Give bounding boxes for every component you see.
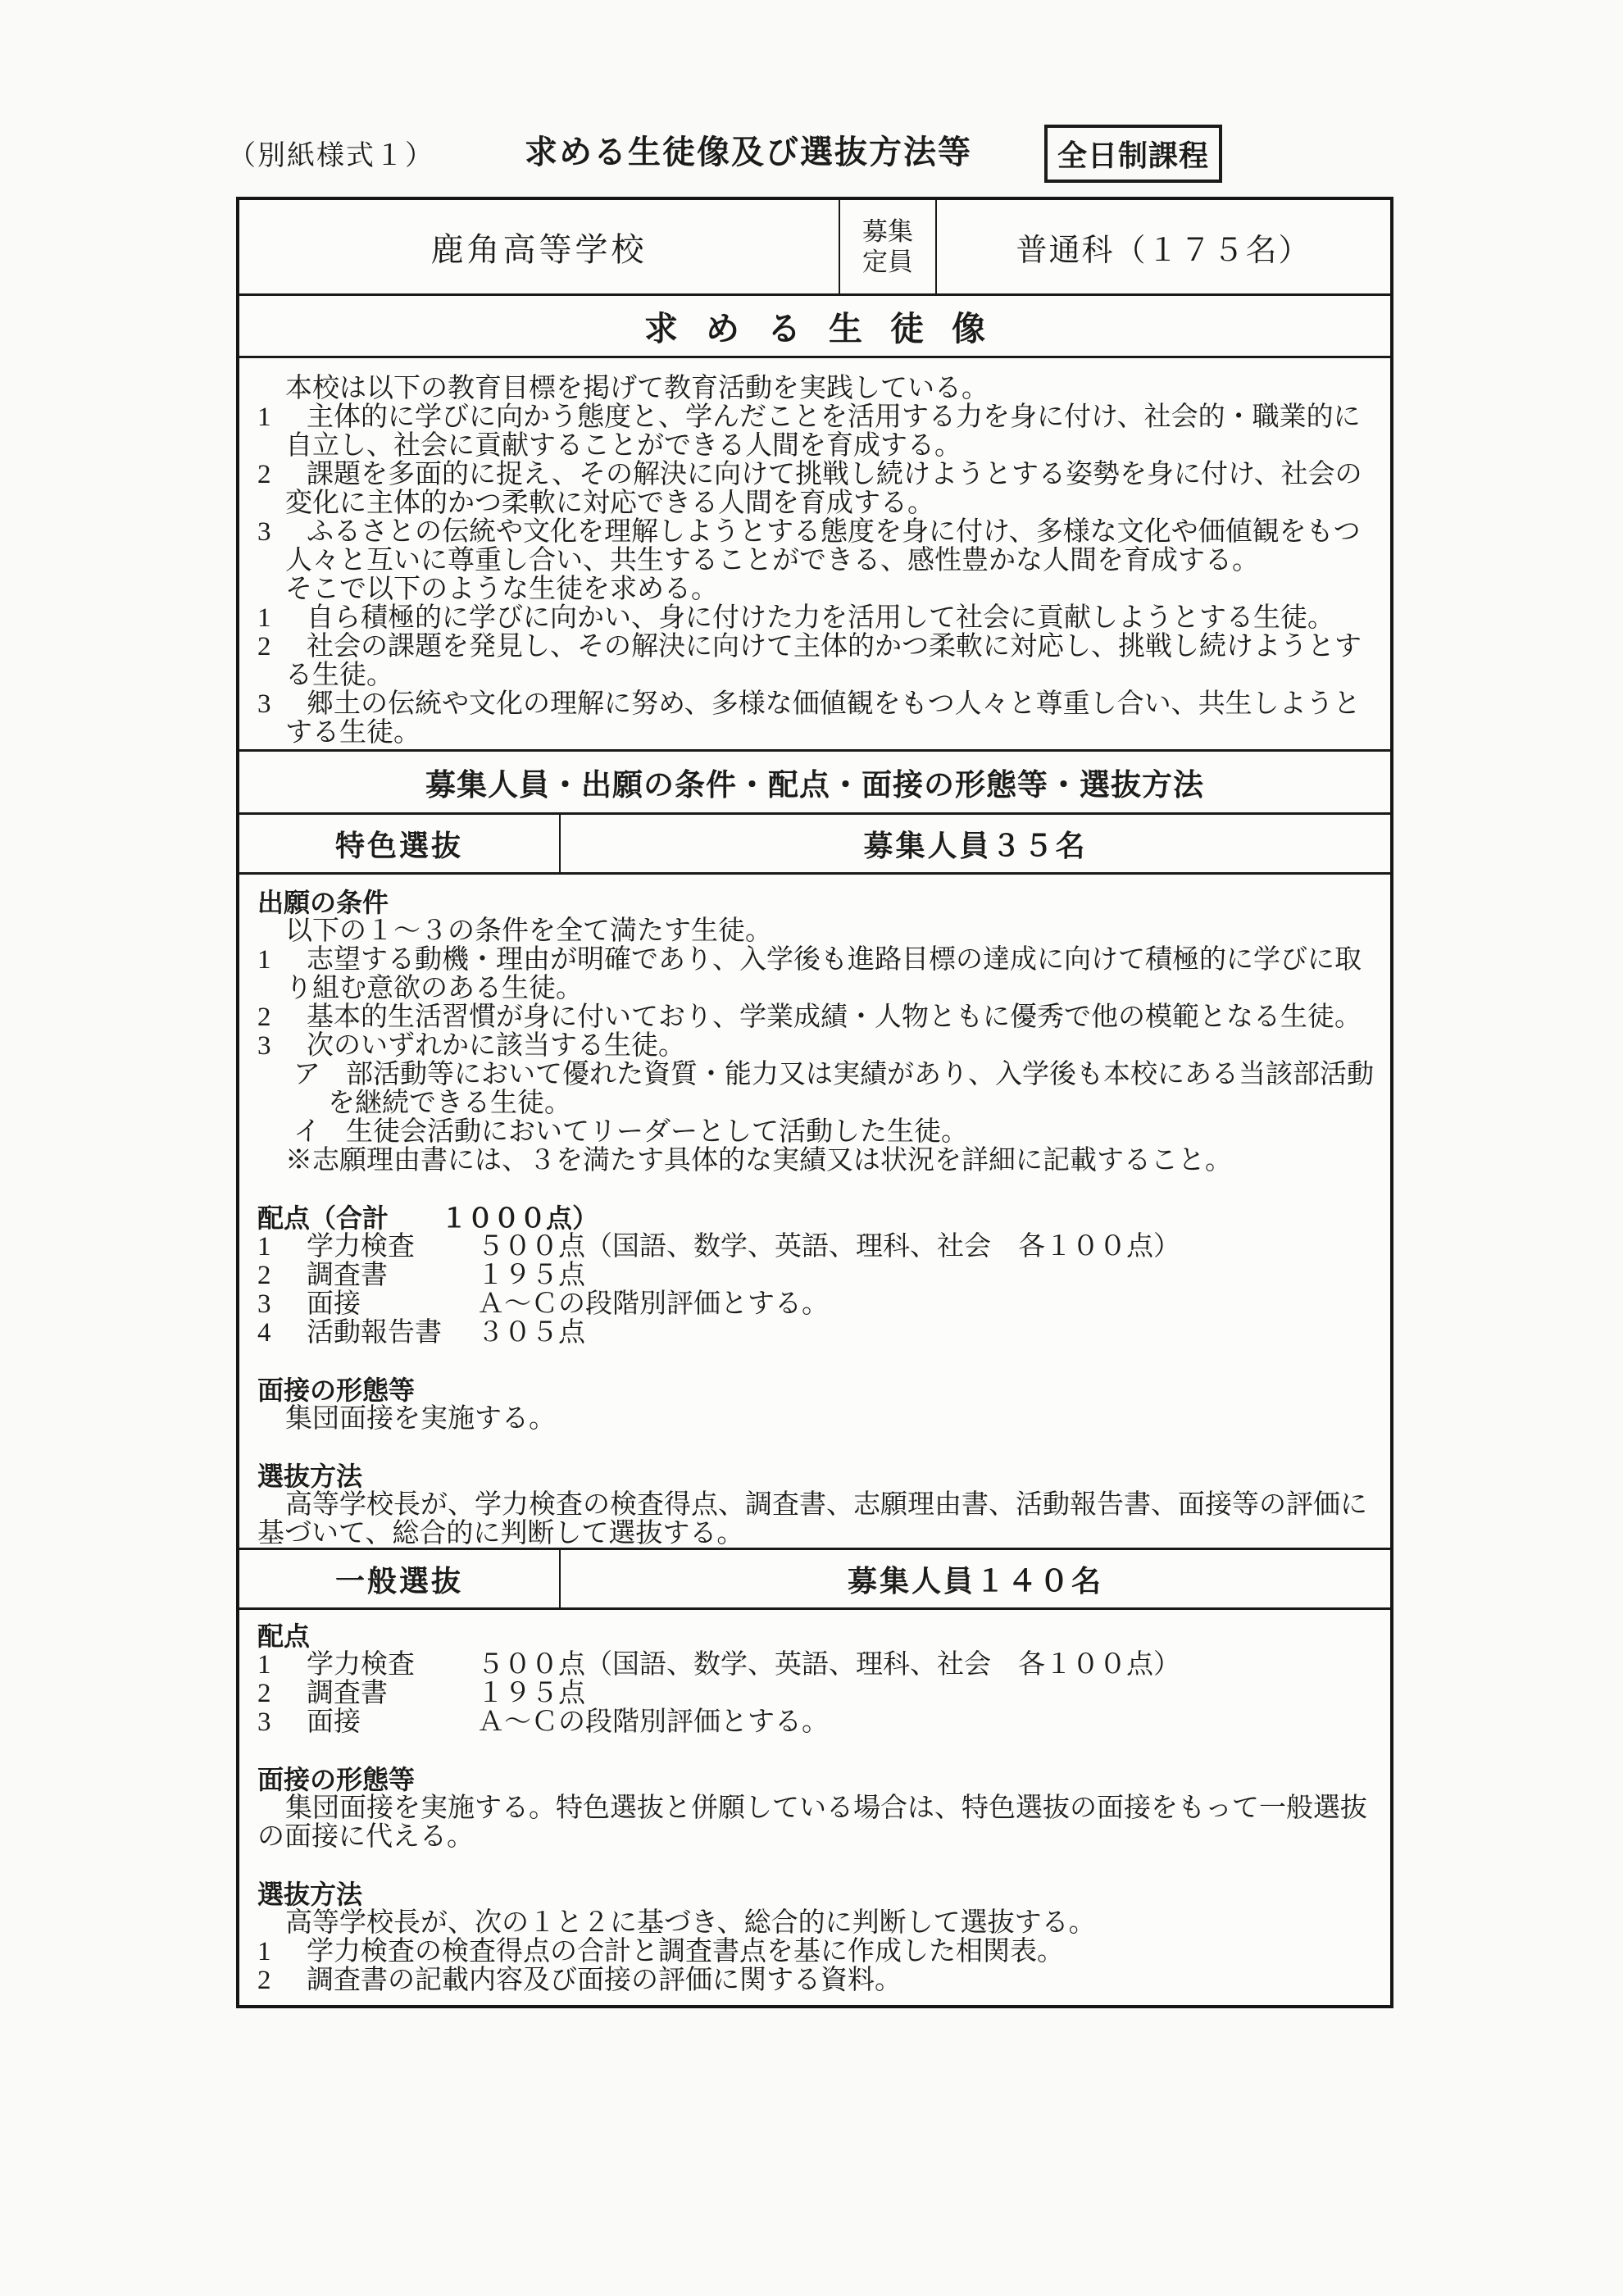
text-line	[257, 1147, 1375, 1175]
line-text: 基本的生活習慣が身に付いており、学業成績・人物ともに優秀で他の模範となる生徒。	[307, 1003, 1362, 1032]
text-line	[257, 1622, 1375, 1651]
line-label: 学力検査	[307, 1650, 415, 1680]
line-text: 自立し、社会に貢献することができる人間を育成する。	[285, 431, 962, 461]
text-line	[257, 975, 1375, 1003]
line-text: ３０５点	[477, 1318, 585, 1348]
text-line	[257, 1061, 1375, 1089]
text-line	[257, 461, 1375, 489]
text-line	[257, 1262, 1375, 1290]
text-line	[257, 1823, 1375, 1852]
text-line	[257, 1520, 1375, 1548]
line-number: 1	[257, 1937, 271, 1966]
line-number: 1	[257, 1232, 271, 1262]
line-number: 3	[257, 1031, 271, 1061]
text-line	[257, 1491, 1375, 1520]
line-text: 面接の形態等	[257, 1375, 416, 1405]
ideal-student-heading: 求める生徒像	[644, 310, 1013, 348]
page-title: 求める生徒像及び選抜方法等	[525, 134, 972, 170]
line-text: 高等学校長が、次の１と２に基づき、総合的に判断して選抜する。	[285, 1908, 1096, 1938]
line-number: 1	[257, 1650, 271, 1680]
line-number: イ	[293, 1117, 321, 1147]
line-text: ふるさとの伝統や文化を理解しようとする態度を身に付け、多様な文化や価値観をもつ	[307, 517, 1361, 547]
line-number: 3	[257, 1707, 271, 1737]
line-number: 1	[257, 945, 271, 975]
capacity-label-line1: 募集	[862, 217, 913, 246]
tokushoku-label-cell: 特色選抜	[239, 815, 561, 872]
line-text: 郷土の伝統や文化の理解に努め、多様な価値観をもつ人々と尊重し合い、共生しようと	[307, 689, 1361, 719]
text-line	[257, 889, 1375, 917]
selection-section-heading: 募集人員・出願の条件・配点・面接の形態等・選抜方法	[425, 768, 1204, 802]
line-label: 学力検査	[307, 1232, 415, 1262]
text-line	[257, 1032, 1375, 1061]
line-text: 調査書の記載内容及び面接の評価に関する資料。	[307, 1966, 902, 1995]
text-line	[257, 1909, 1375, 1938]
line-number: 1	[257, 402, 271, 432]
text-line	[257, 719, 1375, 748]
line-text: ５００点（国語、数学、英語、理科、社会 各１００点）	[477, 1650, 1180, 1680]
text-line	[257, 662, 1375, 690]
text-line	[257, 489, 1375, 518]
line-text: を継続できる生徒。	[328, 1089, 571, 1118]
line-text: 本校は以下の教育目標を掲げて教育活動を実践している。	[285, 374, 989, 403]
text-line	[257, 375, 1375, 403]
text-line	[257, 1118, 1375, 1147]
text-line	[257, 1290, 1375, 1319]
line-text: 配点（合計 １０００点）	[257, 1203, 599, 1233]
line-text: 配点	[257, 1621, 311, 1651]
ideal-student-heading-row	[239, 296, 1390, 358]
capacity-label-line2: 定員	[862, 248, 913, 276]
text-line	[257, 1852, 1375, 1880]
line-text: 基づいて、総合的に判断して選抜する。	[257, 1519, 744, 1548]
text-line	[257, 432, 1375, 461]
text-line	[257, 1376, 1375, 1405]
line-text: する生徒。	[285, 718, 421, 748]
line-text: の面接に代える。	[257, 1822, 474, 1852]
line-text: 生徒会活動においてリーダーとして活動した生徒。	[346, 1117, 968, 1147]
text-line	[257, 946, 1375, 975]
line-text: る生徒。	[285, 661, 393, 690]
text-line	[257, 1794, 1375, 1823]
text-line	[257, 1405, 1375, 1434]
department-capacity-cell: 普通科（１７５名）	[1016, 233, 1312, 268]
course-type-badge: 全日制課程	[1044, 125, 1222, 183]
line-text: Ａ～Ｃの段階別評価とする。	[477, 1289, 829, 1319]
line-number: 4	[257, 1318, 271, 1348]
line-text: 集団面接を実施する。特色選抜と併願している場合は、特色選抜の面接をもって一般選抜	[285, 1794, 1367, 1823]
ippan-label-cell: 一般選抜	[239, 1550, 561, 1607]
form-number-label: （別紙様式１）	[228, 140, 434, 171]
ippan-content-block	[239, 1610, 1390, 2005]
line-number: 3	[257, 517, 271, 547]
text-line	[257, 1462, 1375, 1491]
tokushoku-capacity-cell: 募集人員３５名	[863, 828, 1088, 862]
line-number: 1	[257, 603, 271, 633]
text-line	[257, 1348, 1375, 1376]
school-header-row	[239, 200, 1390, 296]
line-text: ５００点（国語、数学、英語、理科、社会 各１００点）	[477, 1232, 1180, 1262]
line-text: 高等学校長が、学力検査の検査得点、調査書、志願理由書、活動報告書、面接等の評価に	[285, 1490, 1367, 1520]
line-number: 2	[257, 632, 271, 662]
line-text: 部活動等において優れた資質・能力又は実績があり、入学後も本校にある当該部活動	[346, 1060, 1374, 1089]
line-text: 志望する動機・理由が明確であり、入学後も進路目標の達成に向けて積極的に学びに取	[307, 945, 1362, 975]
text-line	[257, 1651, 1375, 1680]
text-line	[257, 1938, 1375, 1966]
line-text: 変化に主体的かつ柔軟に対応できる人間を育成する。	[285, 489, 934, 518]
line-text: １９５点	[477, 1679, 585, 1708]
line-text: 次のいずれかに該当する生徒。	[307, 1031, 685, 1061]
text-line	[257, 1680, 1375, 1708]
text-line	[257, 917, 1375, 946]
line-text: 面接の形態等	[257, 1765, 416, 1794]
text-line	[257, 547, 1375, 575]
line-text: 集団面接を実施する。	[285, 1404, 556, 1434]
line-text: 出願の条件	[257, 888, 389, 917]
line-number: 3	[257, 689, 271, 719]
text-line	[257, 575, 1375, 604]
line-number: ア	[293, 1060, 321, 1089]
line-label: 調査書	[307, 1261, 388, 1290]
line-number: 2	[257, 1966, 271, 1995]
line-text: 選抜方法	[257, 1880, 363, 1909]
line-number: 2	[257, 1261, 271, 1290]
line-label: 面接	[307, 1289, 361, 1319]
text-line	[257, 1204, 1375, 1233]
text-line	[257, 1737, 1375, 1766]
text-line	[257, 403, 1375, 432]
line-text: 社会の課題を発見し、その解決に向けて主体的かつ柔軟に対応し、挑戦し続けようとす	[307, 632, 1362, 662]
text-line	[257, 1708, 1375, 1737]
line-text: １９５点	[477, 1261, 585, 1290]
line-label: 調査書	[307, 1679, 388, 1708]
document-header	[0, 123, 1623, 189]
line-text: り組む意欲のある生徒。	[285, 974, 583, 1003]
text-line	[257, 1175, 1375, 1204]
ippan-header-row	[239, 1550, 1390, 1610]
line-number: 2	[257, 460, 271, 489]
line-label: 面接	[307, 1707, 361, 1737]
line-text: 自ら積極的に学びに向かい、身に付けた力を活用して社会に貢献しようとする生徒。	[307, 603, 1334, 633]
line-text: 学力検査の検査得点の合計と調査書点を基に作成した相関表。	[307, 1937, 1064, 1966]
ippan-capacity-cell: 募集人員１４０名	[847, 1563, 1103, 1598]
selection-section-heading-row	[239, 752, 1390, 815]
tokushoku-content-block	[239, 875, 1390, 1550]
line-number: 2	[257, 1003, 271, 1032]
text-line	[257, 1233, 1375, 1262]
admission-criteria-table	[236, 197, 1393, 2008]
line-text: 選抜方法	[257, 1462, 363, 1491]
text-line	[257, 1089, 1375, 1118]
line-number: 2	[257, 1679, 271, 1708]
line-text: 以下の１～３の条件を全て満たす生徒。	[285, 916, 772, 946]
text-line	[257, 604, 1375, 633]
line-text: Ａ～Ｃの段階別評価とする。	[477, 1707, 829, 1737]
text-line	[257, 690, 1375, 719]
school-name-cell: 鹿角高等学校	[239, 200, 840, 293]
text-line	[257, 1766, 1375, 1794]
line-label: 活動報告書	[307, 1318, 442, 1348]
text-line	[257, 1434, 1375, 1462]
line-text: 主体的に学びに向かう態度と、学んだことを活用する力を身に付け、社会的・職業的に	[307, 402, 1361, 432]
ideal-student-text-block	[239, 358, 1390, 752]
text-line	[257, 518, 1375, 547]
text-line	[257, 1319, 1375, 1348]
text-line	[257, 1966, 1375, 1995]
line-text: ※志願理由書には、３を満たす具体的な実績又は状況を詳細に記載すること。	[285, 1146, 1232, 1175]
tokushoku-header-row	[239, 815, 1390, 875]
line-text: 課題を多面的に捉え、その解決に向けて挑戦し続けようとする姿勢を身に付け、社会の	[307, 460, 1362, 489]
text-line	[257, 633, 1375, 662]
text-line	[257, 1880, 1375, 1909]
line-text: そこで以下のような生徒を求める。	[285, 575, 718, 604]
capacity-label-cell	[840, 200, 937, 293]
text-line	[257, 1003, 1375, 1032]
line-text: 人々と互いに尊重し合い、共生することができる、感性豊かな人間を育成する。	[285, 546, 1259, 575]
line-number: 3	[257, 1289, 271, 1319]
